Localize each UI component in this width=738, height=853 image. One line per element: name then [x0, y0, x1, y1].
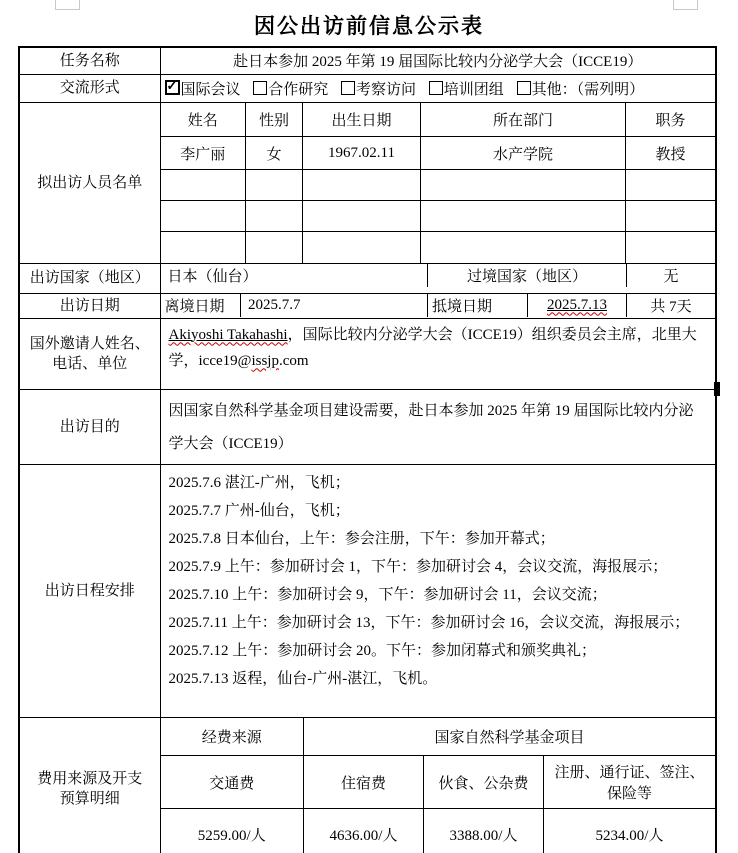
- budget-table: [161, 718, 716, 853]
- itinerary-line: 2025.7.6 湛江-广州，飞机；: [168, 474, 350, 491]
- destination-value[interactable]: 日本（仙台）: [161, 264, 428, 287]
- cell-gender[interactable]: [246, 232, 303, 263]
- departure-date-label: 离境日期: [161, 294, 241, 317]
- page-title: 因公出访前信息公示表: [254, 14, 484, 38]
- inviter-label: [19, 318, 160, 389]
- col-header-gender: 性别: [246, 103, 303, 137]
- transit-label: 过境国家（地区）: [428, 264, 627, 287]
- arrival-date-text: 2025.7.13: [547, 296, 607, 313]
- cell-department[interactable]: [421, 232, 626, 263]
- amount-lodging[interactable]: 4636.00/人: [304, 809, 424, 853]
- exchange-option-label: 其他：（需列明）: [531, 81, 645, 98]
- cell-birthdate[interactable]: [303, 201, 421, 232]
- checkbox-icon[interactable]: [341, 81, 355, 95]
- budget-category-row: [161, 756, 716, 809]
- dates-table: [161, 294, 716, 317]
- exchange-form-row: [19, 74, 716, 102]
- cell-department[interactable]: [421, 201, 626, 232]
- exchange-option-label: 国际会议: [180, 81, 241, 98]
- personnel-empty-row: [161, 232, 716, 263]
- exchange-option-2[interactable]: [341, 78, 416, 99]
- cell-gender[interactable]: [246, 170, 303, 201]
- budget-source-row: [161, 718, 716, 756]
- funding-source-value[interactable]: 国家自然科学基金项目: [304, 718, 716, 756]
- exchange-option-label: 合作研究: [268, 81, 329, 98]
- amount-transport[interactable]: 5259.00/人: [161, 809, 304, 853]
- personnel-empty-row: [161, 201, 716, 232]
- arrival-date-label: 抵境日期: [428, 294, 528, 317]
- itinerary-line: 2025.7.8 日本仙台，上午：参会注册，下午：参加开幕式；: [168, 530, 555, 547]
- checkbox-icon[interactable]: [517, 81, 531, 95]
- inviter-middle: ，国际比较内分泌学大会（ICCE19）组织委员会主席，北里大学，icce19@: [168, 326, 697, 369]
- category-lodging: 住宿费: [304, 756, 424, 809]
- cell-name[interactable]: 李广丽: [161, 137, 246, 170]
- cell-position[interactable]: 教授: [626, 137, 716, 170]
- dates-label: 出访日期: [19, 293, 160, 318]
- cell-position[interactable]: [626, 232, 716, 263]
- cell-name[interactable]: [161, 232, 246, 263]
- itinerary-row: [19, 464, 716, 717]
- task-name-label: 任务名称: [19, 47, 160, 74]
- checkbox-checked-icon[interactable]: [165, 80, 180, 95]
- budget-row: [19, 717, 716, 853]
- destination-cells: [160, 263, 716, 293]
- category-transport: 交通费: [161, 756, 304, 809]
- itinerary-value[interactable]: [160, 464, 716, 717]
- itinerary-line: 2025.7.11 上午：参加研讨会 13，下午：参加研讨会 16，会议交流，海报展示；: [168, 614, 690, 631]
- itinerary-line: 2025.7.7 广州-仙台，飞机；: [168, 502, 350, 519]
- task-name-row: [19, 47, 716, 74]
- destination-row: [19, 263, 716, 293]
- cell-birthdate[interactable]: [303, 232, 421, 263]
- exchange-option-1[interactable]: [253, 78, 328, 99]
- funding-source-label: 经费来源: [161, 718, 304, 756]
- col-header-department: 所在部门: [421, 103, 626, 137]
- itinerary-line: 2025.7.12 上午：参加研讨会 20。下午：参加闭幕式和颁奖典礼；: [168, 642, 597, 659]
- personnel-data-row: [161, 137, 716, 170]
- budget-amount-row: [161, 809, 716, 853]
- cell-gender[interactable]: [246, 201, 303, 232]
- inviter-label-line1: 国外邀请人姓名、: [29, 335, 150, 352]
- inviter-name: Akiyoshi Takahashi: [168, 326, 288, 343]
- personnel-empty-row: [161, 170, 716, 201]
- budget-cells: [160, 717, 716, 853]
- purpose-row: [19, 389, 716, 464]
- amount-meals[interactable]: 3388.00/人: [424, 809, 544, 853]
- inviter-label-line2: 电话、单位: [52, 355, 128, 372]
- cell-name[interactable]: [161, 170, 246, 201]
- category-meals: 伙食、公杂费: [424, 756, 544, 809]
- personnel-header-row: [161, 103, 716, 137]
- itinerary-line: 2025.7.13 返程，仙台-广州-湛江，飞机。: [168, 670, 438, 687]
- cell-birthdate[interactable]: [303, 170, 421, 201]
- table-handle-mark: [714, 382, 720, 396]
- amount-registration[interactable]: 5234.00/人: [544, 809, 716, 853]
- cell-department[interactable]: 水产学院: [421, 137, 626, 170]
- exchange-option-4[interactable]: [517, 78, 645, 99]
- personnel-label: 拟出访人员名单: [19, 102, 160, 263]
- cell-gender[interactable]: 女: [246, 137, 303, 170]
- inviter-email-tail: .com: [278, 352, 309, 369]
- cell-birthdate[interactable]: 1967.02.11: [303, 137, 421, 170]
- exchange-form-label: 交流形式: [19, 74, 160, 102]
- col-header-birthdate: 出生日期: [303, 103, 421, 137]
- exchange-option-label: 培训团组: [443, 81, 504, 98]
- arrival-date-value[interactable]: [528, 294, 627, 317]
- itinerary-line: 2025.7.10 上午：参加研讨会 9，下午：参加研讨会 11，会议交流；: [168, 586, 607, 603]
- form-table: [18, 46, 717, 853]
- duration-value[interactable]: 共 7天: [627, 294, 716, 317]
- exchange-options: [160, 74, 716, 102]
- destination-label: 出访国家（地区）: [19, 263, 160, 293]
- dates-row: [19, 293, 716, 318]
- purpose-value[interactable]: 因国家自然科学基金项目建设需要，赴日本参加 2025 年第 19 届国际比较内分泌学大会（ICCE19）: [160, 389, 716, 464]
- budget-label-line2: 预算明细: [59, 791, 120, 807]
- task-name-value[interactable]: 赴日本参加 2025 年第 19 届国际比较内分泌学大会（ICCE19）: [160, 47, 716, 74]
- exchange-option-0[interactable]: [165, 78, 241, 99]
- departure-date-value[interactable]: 2025.7.7: [241, 294, 428, 317]
- inviter-row: [19, 318, 716, 389]
- personnel-table: [161, 103, 716, 263]
- itinerary-label: 出访日程安排: [19, 464, 160, 717]
- category-registration: 注册、通行证、签注、保险等: [544, 756, 716, 809]
- page-boundary-mark-right: [673, 0, 698, 10]
- personnel-table-cell: [160, 102, 716, 263]
- inviter-value[interactable]: [160, 318, 716, 389]
- dates-cells: [160, 293, 716, 318]
- page-boundary-mark-left: [55, 0, 80, 10]
- cell-position[interactable]: [626, 201, 716, 232]
- checkbox-icon[interactable]: [429, 81, 443, 95]
- col-header-position: 职务: [626, 103, 716, 137]
- cell-department[interactable]: [421, 170, 626, 201]
- col-header-name: 姓名: [161, 103, 246, 137]
- inviter-email-flagged: issjp: [251, 352, 279, 369]
- budget-label-line1: 费用来源及开支: [37, 771, 143, 787]
- exchange-option-3[interactable]: [429, 78, 504, 99]
- checkbox-icon[interactable]: [253, 81, 267, 95]
- budget-label: [19, 717, 160, 853]
- exchange-option-label: 考察访问: [356, 81, 417, 98]
- cell-name[interactable]: [161, 201, 246, 232]
- transit-value[interactable]: 无: [627, 264, 716, 287]
- cell-position[interactable]: [626, 170, 716, 201]
- itinerary-line: 2025.7.9 上午：参加研讨会 1，下午：参加研讨会 4，会议交流，海报展示；: [168, 558, 668, 575]
- purpose-label: 出访目的: [19, 389, 160, 464]
- personnel-row: [19, 102, 716, 263]
- destination-table: [161, 264, 716, 287]
